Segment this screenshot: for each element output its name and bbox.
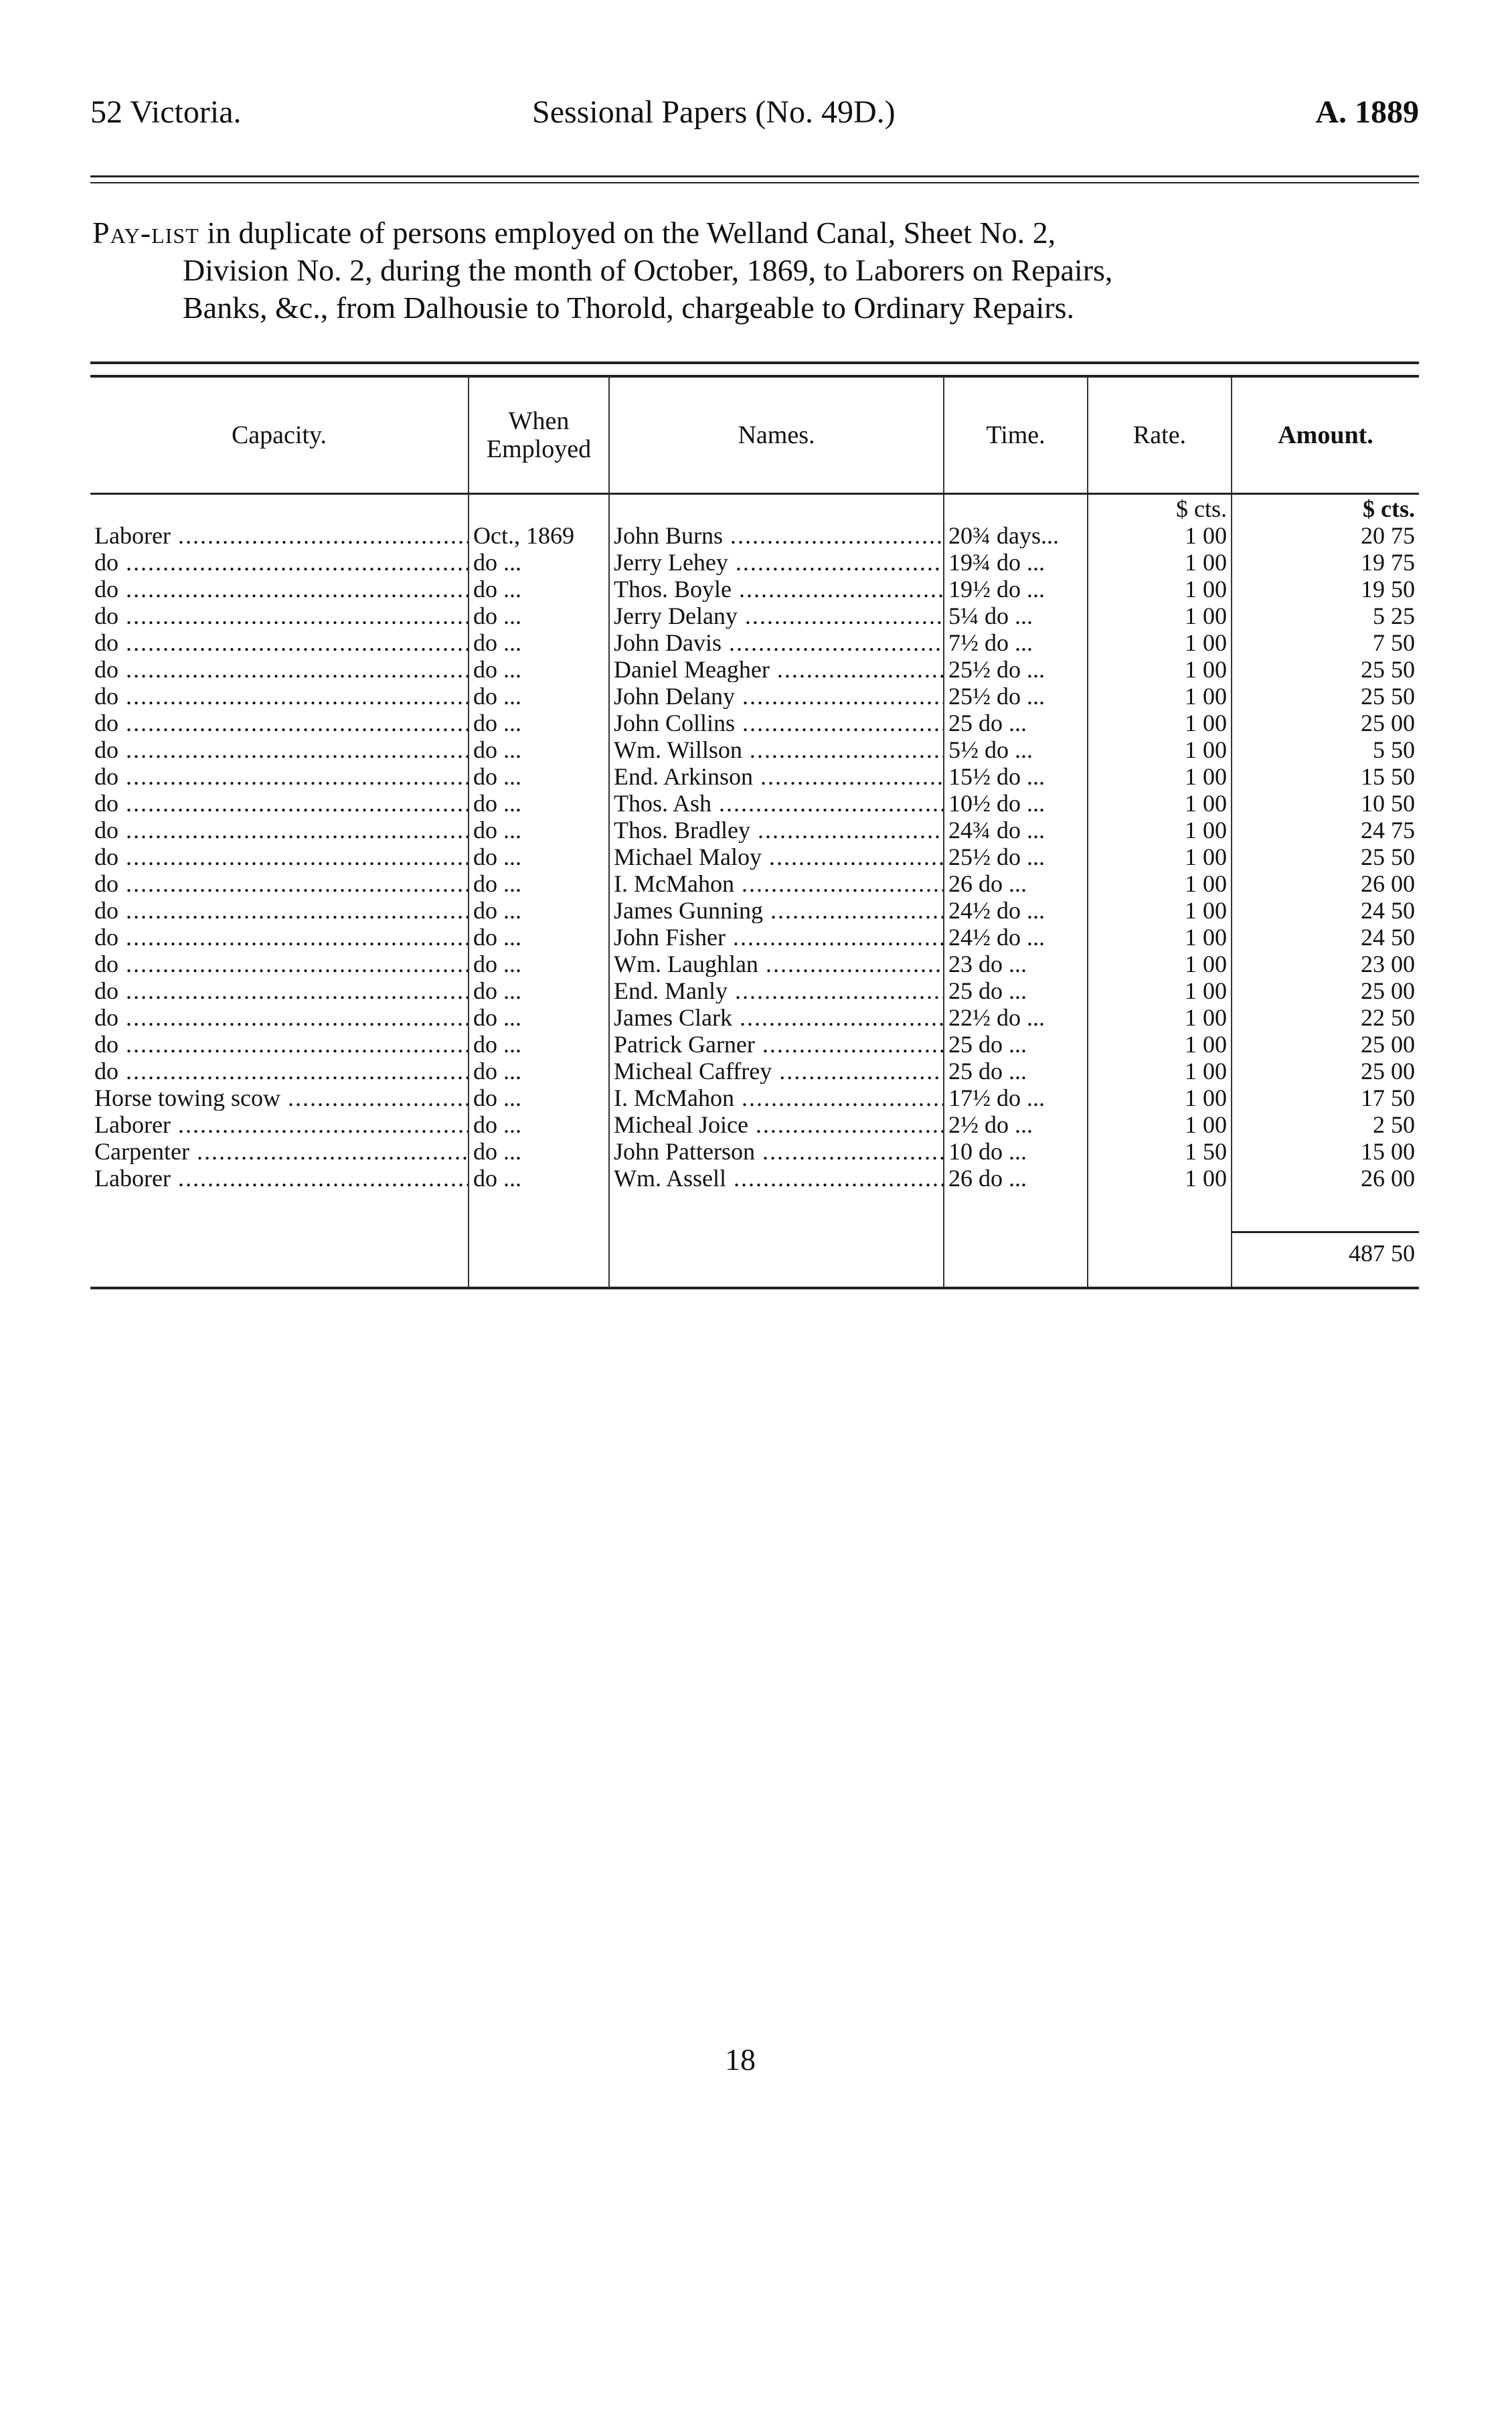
cell-rate: 1 00 bbox=[1088, 1084, 1232, 1111]
table-row bbox=[90, 870, 1419, 896]
cell-capacity-text: do ..... bbox=[94, 683, 469, 709]
cell-when-employed: Oct., 1869 bbox=[469, 521, 609, 548]
cell-capacity-text: do ..... bbox=[94, 763, 469, 789]
cell-rate: 1 00 bbox=[1088, 816, 1232, 843]
amount-unit: $ cts. bbox=[1232, 494, 1419, 522]
title-line-1: in duplicate of persons employed on the Welland Canal, Sheet No. 2, bbox=[199, 216, 1056, 250]
pay-list-table bbox=[90, 375, 1419, 1289]
cell-name-text: John Collins ..... bbox=[614, 710, 944, 736]
cell-capacity-text: do ..... bbox=[94, 656, 469, 682]
cell-name bbox=[609, 896, 944, 923]
header-sessional-papers: Sessional Papers (No. 49D.) bbox=[532, 94, 896, 130]
cell-name-text: Michael Maloy ..... bbox=[614, 843, 944, 870]
cell-amount: 25 50 bbox=[1232, 843, 1419, 870]
cell-name-text: Micheal Joice ..... bbox=[614, 1111, 944, 1137]
cell-capacity bbox=[90, 923, 469, 950]
cell-rate: 1 00 bbox=[1088, 1111, 1232, 1137]
table-row bbox=[90, 950, 1419, 977]
cell-name bbox=[609, 1084, 944, 1111]
cell-name bbox=[609, 1030, 944, 1057]
cell-name-text: Wm. Assell ..... bbox=[614, 1165, 944, 1191]
total-row-cell bbox=[944, 1232, 1088, 1274]
cell-rate: 1 00 bbox=[1088, 843, 1232, 870]
cell-capacity bbox=[90, 870, 469, 896]
cell-name-text: I. McMahon ..... bbox=[614, 1084, 944, 1111]
total-row bbox=[90, 1232, 1419, 1274]
title-lead-word: Pay-list bbox=[92, 216, 199, 250]
cell-when-employed: do ... bbox=[469, 843, 609, 870]
cell-amount: 7 50 bbox=[1232, 629, 1419, 655]
cell-rate: 1 00 bbox=[1088, 655, 1232, 682]
cell-rate: 1 00 bbox=[1088, 1030, 1232, 1057]
cell-name bbox=[609, 548, 944, 575]
units-cell-capacity bbox=[90, 494, 469, 522]
cell-name-text: Daniel Meagher ..... bbox=[614, 656, 944, 682]
cell-when-employed: do ... bbox=[469, 789, 609, 816]
cell-name-text: John Fisher ..... bbox=[614, 924, 944, 950]
cell-capacity bbox=[90, 843, 469, 870]
cell-amount: 24 50 bbox=[1232, 896, 1419, 923]
cell-name bbox=[609, 977, 944, 1003]
spacer-cell bbox=[609, 1191, 944, 1232]
cell-name bbox=[609, 789, 944, 816]
cell-when-employed: do ... bbox=[469, 977, 609, 1003]
cell-name bbox=[609, 1137, 944, 1164]
cell-capacity-text: Carpenter ..... bbox=[94, 1138, 469, 1164]
cell-name-text: Micheal Caffrey ..... bbox=[614, 1058, 944, 1084]
cell-capacity-text: Horse towing scow ..... bbox=[94, 1084, 469, 1111]
cell-when-employed: do ... bbox=[469, 1111, 609, 1137]
cell-time: 17½ do ... bbox=[944, 1084, 1088, 1111]
cell-capacity-text: do ..... bbox=[94, 977, 469, 1003]
cell-rate: 1 00 bbox=[1088, 923, 1232, 950]
bottom-cell bbox=[944, 1273, 1088, 1288]
cell-rate: 1 00 bbox=[1088, 950, 1232, 977]
cell-amount: 25 50 bbox=[1232, 655, 1419, 682]
column-header-capacity: Capacity. bbox=[90, 376, 469, 494]
units-cell-names bbox=[609, 494, 944, 522]
cell-name bbox=[609, 870, 944, 896]
cell-time: 25 do ... bbox=[944, 1030, 1088, 1057]
cell-amount: 15 50 bbox=[1232, 762, 1419, 789]
header-rule-top bbox=[90, 175, 1419, 177]
cell-capacity bbox=[90, 1057, 469, 1084]
cell-name bbox=[609, 843, 944, 870]
page-header bbox=[90, 94, 1419, 141]
column-header-when-employed bbox=[469, 376, 609, 494]
cell-amount: 24 50 bbox=[1232, 923, 1419, 950]
cell-time: 10 do ... bbox=[944, 1137, 1088, 1164]
table-row bbox=[90, 762, 1419, 789]
table-row bbox=[90, 1164, 1419, 1191]
cell-capacity-text: Laborer ..... bbox=[94, 1165, 469, 1191]
cell-name bbox=[609, 736, 944, 762]
title-line-3: Banks, &c., from Dalhousie to Thorold, chargeable to Ordinary Repairs. bbox=[183, 291, 1074, 325]
cell-when-employed: do ... bbox=[469, 1084, 609, 1111]
column-header-rate: Rate. bbox=[1088, 376, 1232, 494]
total-row-cell bbox=[90, 1232, 469, 1274]
cell-when-employed: do ... bbox=[469, 655, 609, 682]
cell-capacity bbox=[90, 629, 469, 655]
column-header-amount: Amount. bbox=[1232, 376, 1419, 494]
total-amount: 487 50 bbox=[1232, 1232, 1419, 1274]
cell-rate: 1 00 bbox=[1088, 1164, 1232, 1191]
cell-capacity bbox=[90, 736, 469, 762]
units-row bbox=[90, 494, 1419, 522]
cell-amount: 2 50 bbox=[1232, 1111, 1419, 1137]
cell-name-text: John Burns ..... bbox=[614, 522, 944, 548]
bottom-cell bbox=[1088, 1273, 1232, 1288]
cell-name bbox=[609, 629, 944, 655]
cell-name bbox=[609, 923, 944, 950]
cell-time: 20¾ days... bbox=[944, 521, 1088, 548]
cell-capacity bbox=[90, 789, 469, 816]
cell-amount: 19 75 bbox=[1232, 548, 1419, 575]
cell-when-employed: do ... bbox=[469, 682, 609, 709]
cell-capacity-text: do ..... bbox=[94, 951, 469, 977]
cell-amount: 5 50 bbox=[1232, 736, 1419, 762]
cell-name-text: Wm. Willson ..... bbox=[614, 736, 944, 762]
table-row bbox=[90, 1057, 1419, 1084]
cell-when-employed: do ... bbox=[469, 896, 609, 923]
cell-name bbox=[609, 816, 944, 843]
cell-capacity-text: do ..... bbox=[94, 924, 469, 950]
cell-name-text: John Patterson ..... bbox=[614, 1138, 944, 1164]
table-bottom-row bbox=[90, 1273, 1419, 1288]
cell-name bbox=[609, 575, 944, 602]
table-row bbox=[90, 575, 1419, 602]
cell-rate: 1 00 bbox=[1088, 977, 1232, 1003]
cell-amount: 17 50 bbox=[1232, 1084, 1419, 1111]
cell-capacity bbox=[90, 1084, 469, 1111]
spacer-cell bbox=[469, 1191, 609, 1232]
cell-when-employed: do ... bbox=[469, 575, 609, 602]
cell-capacity-text: do ..... bbox=[94, 576, 469, 602]
cell-rate: 1 00 bbox=[1088, 602, 1232, 629]
total-row-cell bbox=[1088, 1232, 1232, 1274]
cell-name-text: Patrick Garner ..... bbox=[614, 1031, 944, 1057]
bottom-cell bbox=[609, 1273, 944, 1288]
cell-capacity bbox=[90, 762, 469, 789]
cell-when-employed: do ... bbox=[469, 1164, 609, 1191]
cell-when-employed: do ... bbox=[469, 548, 609, 575]
cell-amount: 26 00 bbox=[1232, 870, 1419, 896]
cell-name bbox=[609, 1164, 944, 1191]
cell-time: 25½ do ... bbox=[944, 655, 1088, 682]
cell-time: 2½ do ... bbox=[944, 1111, 1088, 1137]
cell-time: 23 do ... bbox=[944, 950, 1088, 977]
cell-name-text: Thos. Boyle ..... bbox=[614, 576, 944, 602]
units-cell-when bbox=[469, 494, 609, 522]
cell-time: 26 do ... bbox=[944, 870, 1088, 896]
cell-time: 15½ do ... bbox=[944, 762, 1088, 789]
cell-rate: 1 00 bbox=[1088, 896, 1232, 923]
spacer-cell bbox=[1088, 1191, 1232, 1232]
table-row bbox=[90, 816, 1419, 843]
bottom-cell bbox=[469, 1273, 609, 1288]
cell-capacity bbox=[90, 682, 469, 709]
cell-name-text: Jerry Lehey ..... bbox=[614, 549, 944, 575]
cell-amount: 15 00 bbox=[1232, 1137, 1419, 1164]
cell-capacity bbox=[90, 816, 469, 843]
cell-time: 22½ do ... bbox=[944, 1003, 1088, 1030]
total-row-cell bbox=[469, 1232, 609, 1274]
cell-amount: 20 75 bbox=[1232, 521, 1419, 548]
cell-when-employed: do ... bbox=[469, 709, 609, 736]
total-row-cell bbox=[609, 1232, 944, 1274]
document-title bbox=[92, 214, 1418, 327]
cell-when-employed: do ... bbox=[469, 950, 609, 977]
cell-capacity bbox=[90, 1030, 469, 1057]
cell-amount: 10 50 bbox=[1232, 789, 1419, 816]
cell-capacity-text: do ..... bbox=[94, 843, 469, 870]
cell-rate: 1 50 bbox=[1088, 1137, 1232, 1164]
header-session: 52 Victoria. bbox=[90, 94, 242, 130]
cell-name-text: I. McMahon ..... bbox=[614, 870, 944, 896]
cell-capacity bbox=[90, 521, 469, 548]
spacer-cell bbox=[90, 1191, 469, 1232]
table-row bbox=[90, 655, 1419, 682]
table-row bbox=[90, 896, 1419, 923]
cell-time: 19¾ do ... bbox=[944, 548, 1088, 575]
cell-time: 5¼ do ... bbox=[944, 602, 1088, 629]
cell-name bbox=[609, 521, 944, 548]
cell-name bbox=[609, 682, 944, 709]
table-row bbox=[90, 548, 1419, 575]
cell-name bbox=[609, 602, 944, 629]
cell-capacity-text: do ..... bbox=[94, 817, 469, 843]
table-row bbox=[90, 977, 1419, 1003]
table-row bbox=[90, 1111, 1419, 1137]
column-header-time: Time. bbox=[944, 376, 1088, 494]
cell-amount: 23 00 bbox=[1232, 950, 1419, 977]
cell-capacity-text: do ..... bbox=[94, 870, 469, 896]
cell-amount: 22 50 bbox=[1232, 1003, 1419, 1030]
cell-name-text: John Davis ..... bbox=[614, 629, 944, 655]
units-cell-time bbox=[944, 494, 1088, 522]
cell-name-text: John Delany ..... bbox=[614, 683, 944, 709]
cell-rate: 1 00 bbox=[1088, 1003, 1232, 1030]
cell-when-employed: do ... bbox=[469, 736, 609, 762]
cell-name-text: Thos. Bradley ..... bbox=[614, 817, 944, 843]
cell-time: 24¾ do ... bbox=[944, 816, 1088, 843]
table-row bbox=[90, 602, 1419, 629]
cell-capacity-text: do ..... bbox=[94, 1031, 469, 1057]
cell-capacity-text: do ..... bbox=[94, 1004, 469, 1030]
cell-capacity bbox=[90, 1111, 469, 1137]
cell-time: 26 do ... bbox=[944, 1164, 1088, 1191]
cell-amount: 25 00 bbox=[1232, 1057, 1419, 1084]
cell-capacity bbox=[90, 896, 469, 923]
cell-rate: 1 00 bbox=[1088, 548, 1232, 575]
cell-time: 25 do ... bbox=[944, 1057, 1088, 1084]
cell-time: 25 do ... bbox=[944, 709, 1088, 736]
cell-when-employed: do ... bbox=[469, 629, 609, 655]
table-row bbox=[90, 1030, 1419, 1057]
cell-amount: 24 75 bbox=[1232, 816, 1419, 843]
header-year: A. 1889 bbox=[1315, 94, 1419, 130]
cell-capacity-text: do ..... bbox=[94, 629, 469, 655]
cell-rate: 1 00 bbox=[1088, 870, 1232, 896]
cell-amount: 19 50 bbox=[1232, 575, 1419, 602]
title-line-2: Division No. 2, during the month of October, 1869, to Laborers on Repairs, bbox=[183, 253, 1113, 287]
cell-rate: 1 00 bbox=[1088, 521, 1232, 548]
cell-capacity bbox=[90, 602, 469, 629]
table-row bbox=[90, 923, 1419, 950]
cell-rate: 1 00 bbox=[1088, 762, 1232, 789]
cell-name bbox=[609, 1003, 944, 1030]
cell-name bbox=[609, 1111, 944, 1137]
cell-name-text: End. Arkinson ..... bbox=[614, 763, 944, 789]
cell-name bbox=[609, 709, 944, 736]
cell-when-employed: do ... bbox=[469, 1003, 609, 1030]
table-row bbox=[90, 736, 1419, 762]
table-row bbox=[90, 682, 1419, 709]
page-number: 18 bbox=[725, 2042, 756, 2077]
cell-when-employed: do ... bbox=[469, 762, 609, 789]
cell-time: 19½ do ... bbox=[944, 575, 1088, 602]
cell-when-employed: do ... bbox=[469, 1030, 609, 1057]
cell-name bbox=[609, 1057, 944, 1084]
cell-name bbox=[609, 655, 944, 682]
cell-capacity bbox=[90, 1164, 469, 1191]
cell-time: 5½ do ... bbox=[944, 736, 1088, 762]
cell-name-text: Jerry Delany ..... bbox=[614, 602, 944, 629]
cell-when-employed: do ... bbox=[469, 816, 609, 843]
cell-name-text: James Clark ..... bbox=[614, 1004, 944, 1030]
cell-time: 10½ do ... bbox=[944, 789, 1088, 816]
cell-when-employed: do ... bbox=[469, 602, 609, 629]
cell-name-text: Thos. Ash ..... bbox=[614, 790, 944, 816]
cell-capacity bbox=[90, 548, 469, 575]
table-row bbox=[90, 709, 1419, 736]
spacer-cell bbox=[944, 1191, 1088, 1232]
table-row bbox=[90, 789, 1419, 816]
cell-capacity bbox=[90, 1137, 469, 1164]
bottom-cell bbox=[1232, 1273, 1419, 1288]
cell-rate: 1 00 bbox=[1088, 575, 1232, 602]
table-row bbox=[90, 1003, 1419, 1030]
cell-capacity-text: Laborer ..... bbox=[94, 1111, 469, 1137]
cell-time: 25 do ... bbox=[944, 977, 1088, 1003]
bottom-cell bbox=[90, 1273, 469, 1288]
title-rule bbox=[90, 361, 1419, 364]
table-row bbox=[90, 1137, 1419, 1164]
cell-rate: 1 00 bbox=[1088, 682, 1232, 709]
cell-capacity-text: Laborer ..... bbox=[94, 522, 469, 548]
cell-name-text: James Gunning ..... bbox=[614, 897, 944, 923]
cell-amount: 5 25 bbox=[1232, 602, 1419, 629]
cell-capacity bbox=[90, 950, 469, 977]
cell-rate: 1 00 bbox=[1088, 736, 1232, 762]
cell-capacity-text: do ..... bbox=[94, 602, 469, 629]
spacer-cell bbox=[1232, 1191, 1419, 1232]
cell-capacity-text: do ..... bbox=[94, 710, 469, 736]
cell-rate: 1 00 bbox=[1088, 709, 1232, 736]
cell-amount: 25 00 bbox=[1232, 709, 1419, 736]
column-header-names: Names. bbox=[609, 376, 944, 494]
cell-capacity-text: do ..... bbox=[94, 897, 469, 923]
cell-amount: 25 00 bbox=[1232, 977, 1419, 1003]
cell-amount: 25 00 bbox=[1232, 1030, 1419, 1057]
cell-rate: 1 00 bbox=[1088, 1057, 1232, 1084]
cell-name bbox=[609, 762, 944, 789]
cell-when-employed: do ... bbox=[469, 870, 609, 896]
cell-when-employed: do ... bbox=[469, 923, 609, 950]
cell-capacity-text: do ..... bbox=[94, 549, 469, 575]
cell-capacity bbox=[90, 1003, 469, 1030]
cell-time: 24½ do ... bbox=[944, 923, 1088, 950]
cell-time: 7½ do ... bbox=[944, 629, 1088, 655]
cell-time: 25½ do ... bbox=[944, 843, 1088, 870]
table-header-row bbox=[90, 376, 1419, 494]
cell-when-employed: do ... bbox=[469, 1057, 609, 1084]
cell-capacity bbox=[90, 709, 469, 736]
cell-name-text: Wm. Laughlan ..... bbox=[614, 951, 944, 977]
cell-rate: 1 00 bbox=[1088, 629, 1232, 655]
cell-capacity bbox=[90, 977, 469, 1003]
cell-capacity bbox=[90, 655, 469, 682]
spacer-row bbox=[90, 1191, 1419, 1232]
cell-capacity-text: do ..... bbox=[94, 1058, 469, 1084]
header-rule-bottom bbox=[90, 182, 1419, 183]
cell-amount: 26 00 bbox=[1232, 1164, 1419, 1191]
rate-unit: $ cts. bbox=[1088, 494, 1232, 522]
when-header-line-1: When bbox=[508, 407, 570, 435]
table-row bbox=[90, 1084, 1419, 1111]
cell-amount: 25 50 bbox=[1232, 682, 1419, 709]
when-header-line-2: Employed bbox=[486, 435, 592, 463]
cell-capacity-text: do ..... bbox=[94, 736, 469, 762]
table-row bbox=[90, 629, 1419, 655]
cell-capacity bbox=[90, 575, 469, 602]
cell-rate: 1 00 bbox=[1088, 789, 1232, 816]
table-row bbox=[90, 843, 1419, 870]
cell-name-text: End. Manly ..... bbox=[614, 977, 944, 1003]
cell-when-employed: do ... bbox=[469, 1137, 609, 1164]
cell-time: 24½ do ... bbox=[944, 896, 1088, 923]
cell-capacity-text: do ..... bbox=[94, 790, 469, 816]
table-row bbox=[90, 521, 1419, 548]
cell-name bbox=[609, 950, 944, 977]
cell-time: 25½ do ... bbox=[944, 682, 1088, 709]
